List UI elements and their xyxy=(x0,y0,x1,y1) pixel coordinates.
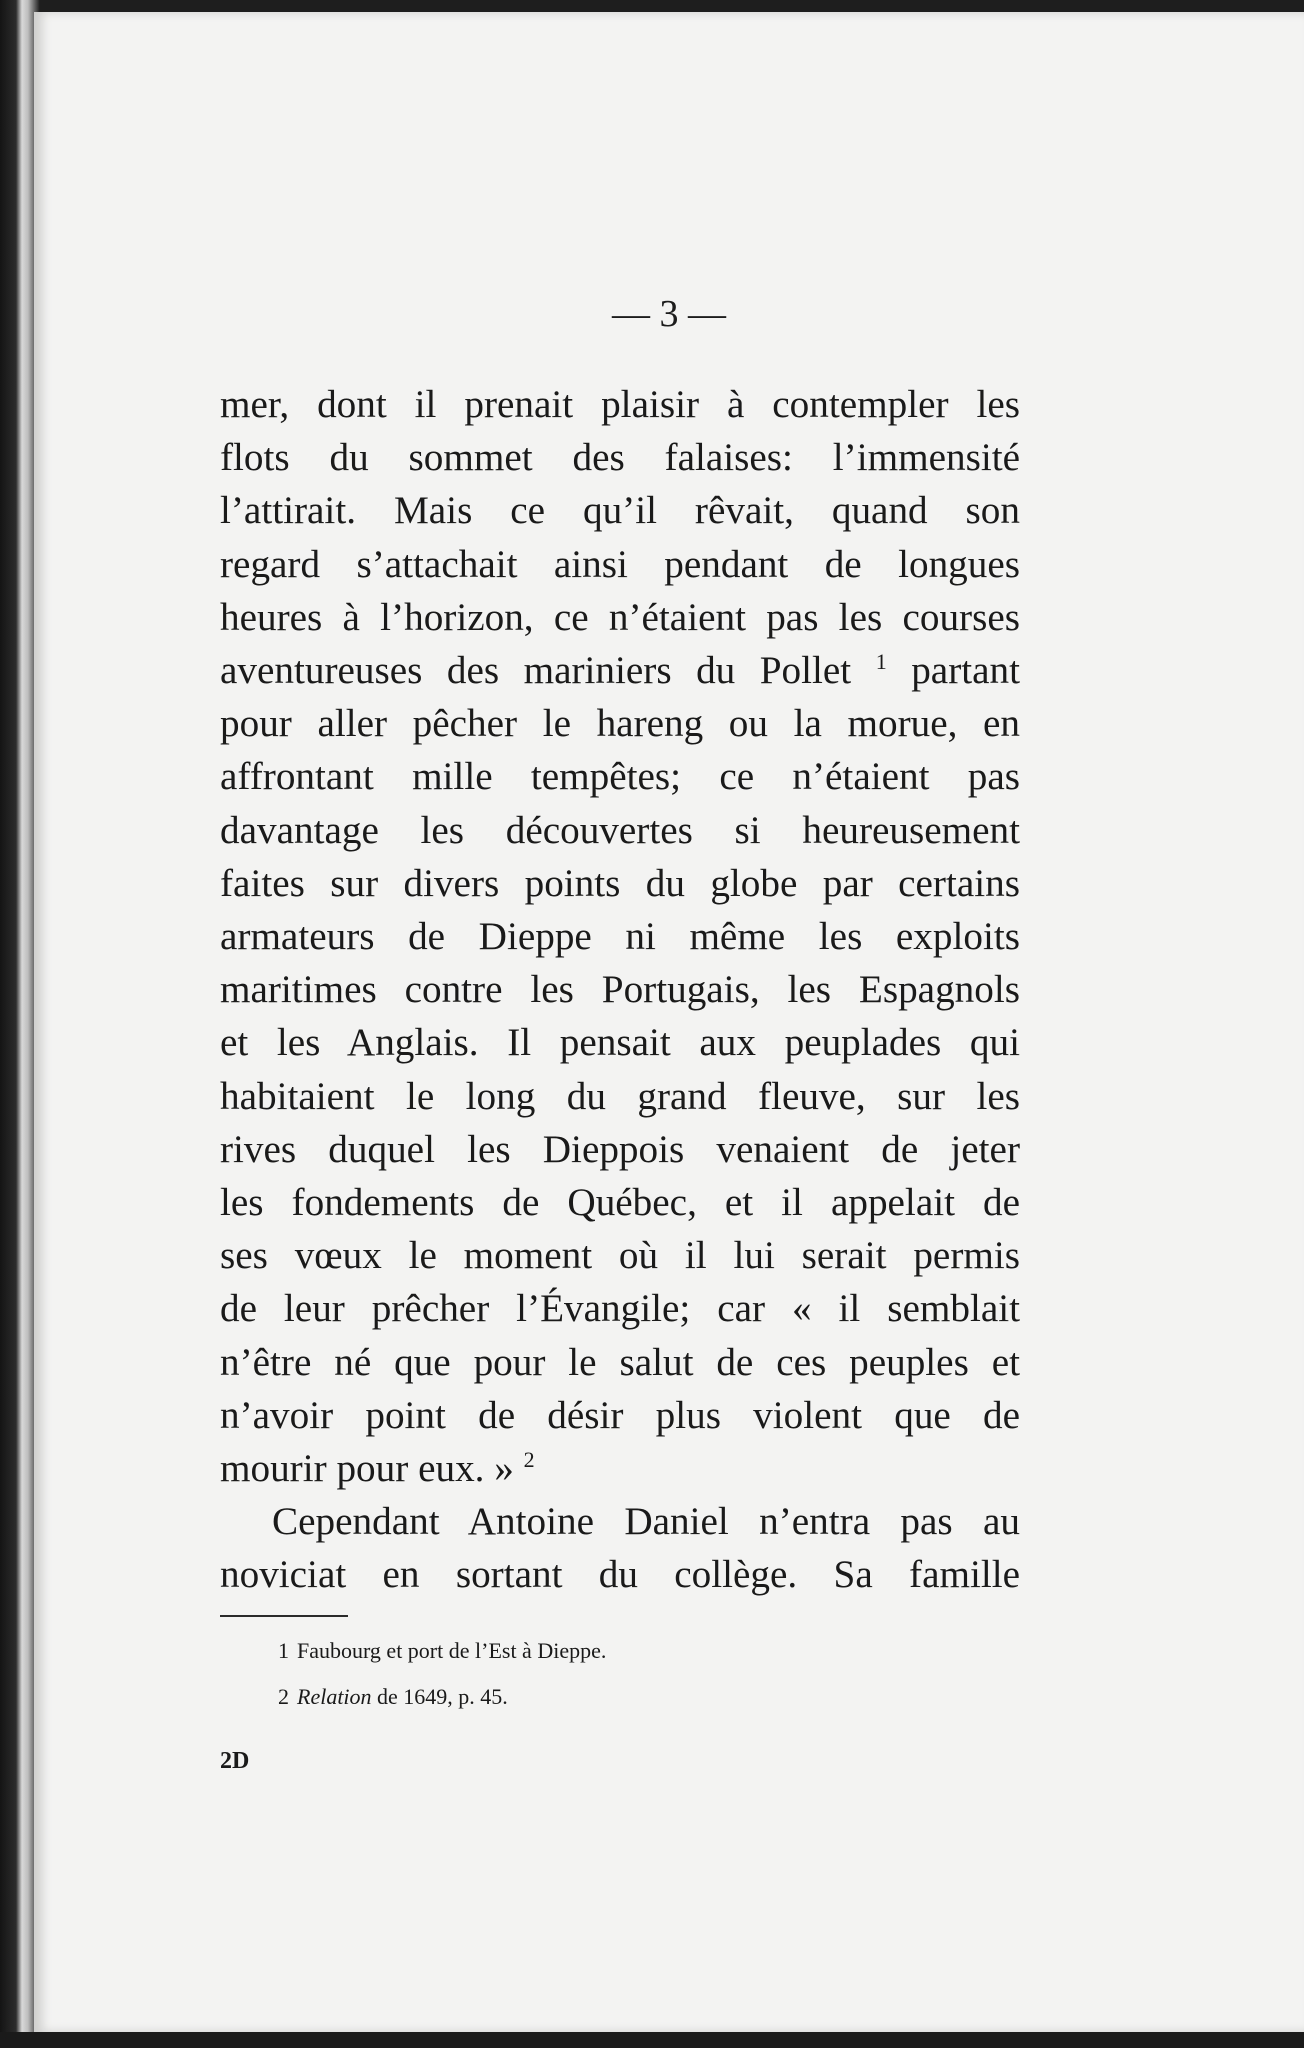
footnote-italic: Relation xyxy=(297,1684,372,1709)
text-line-paragraph-start: Cependant Antoine Daniel n’entra pas au xyxy=(272,1500,1020,1544)
text-line: et les Anglais. Il pensait aux peuplades qui xyxy=(220,1021,1020,1065)
text-line: regard s’attachait ainsi pendant de longues xyxy=(220,542,1020,586)
text-line: armateurs de Dieppe ni même les exploits xyxy=(220,915,1020,959)
printer-signature: 2D xyxy=(220,1748,250,1774)
text-line: faites sur divers points du globe par certains xyxy=(220,861,1020,905)
text-line: ses vœux le moment où il lui serait permis xyxy=(220,1234,1020,1278)
footnote-2 xyxy=(278,1682,978,1712)
text-line: flots du sommet des falaises: l’immensité xyxy=(220,436,1020,480)
text-line-part: mourir pour eux. » xyxy=(220,1447,514,1491)
footnote-number: 2 xyxy=(278,1684,289,1709)
text-line: pour aller pêcher le hareng ou la morue, en xyxy=(220,702,1020,746)
footnote-1 xyxy=(278,1636,978,1666)
text-line: rives duquel les Dieppois venaient de jeter xyxy=(220,1127,1020,1171)
page-number: — 3 — xyxy=(612,293,726,335)
text-line: les fondements de Québec, et il appelait de xyxy=(220,1181,1020,1225)
footnote-text: Faubourg et port de l’Est à Dieppe. xyxy=(297,1638,607,1663)
text-line-part: aventureuses des mariniers du Pollet xyxy=(220,649,852,693)
body-text xyxy=(220,378,1020,1602)
text-line-with-footnote xyxy=(220,644,1020,697)
text-line: habitaient le long du grand fleuve, sur les xyxy=(220,1074,1020,1118)
text-line: de leur prêcher l’Évangile; car « il semblait xyxy=(220,1287,1020,1331)
text-line-with-footnote xyxy=(220,1442,1020,1495)
text-line: l’attirait. Mais ce qu’il rêvait, quand son xyxy=(220,489,1020,533)
text-line-part: partant xyxy=(911,649,1021,693)
footnote-ref: 2 xyxy=(523,1447,535,1472)
footnote-rule xyxy=(220,1615,348,1617)
book-page xyxy=(34,12,1304,2032)
scan-bottom-edge xyxy=(0,2032,1304,2048)
footnote-ref: 1 xyxy=(875,648,887,674)
text-line: davantage les découvertes si heureusement xyxy=(220,808,1020,852)
footnote-text: de 1649, p. 45. xyxy=(377,1684,508,1709)
text-line: affrontant mille tempêtes; ce n’étaient pas xyxy=(220,755,1020,799)
text-line: maritimes contre les Portugais, les Espagnols xyxy=(220,968,1020,1012)
text-line: noviciat en sortant du collège. Sa famille xyxy=(220,1553,1020,1597)
text-line: heures à l’horizon, ce n’étaient pas les courses xyxy=(220,595,1020,639)
footnotes xyxy=(278,1636,978,1728)
text-line: n’être né que pour le salut de ces peuples et xyxy=(220,1340,1020,1384)
text-line: n’avoir point de désir plus violent que de xyxy=(220,1393,1020,1437)
text-line: mer, dont il prenait plaisir à contempler les xyxy=(220,383,1020,426)
footnote-number: 1 xyxy=(278,1638,289,1663)
